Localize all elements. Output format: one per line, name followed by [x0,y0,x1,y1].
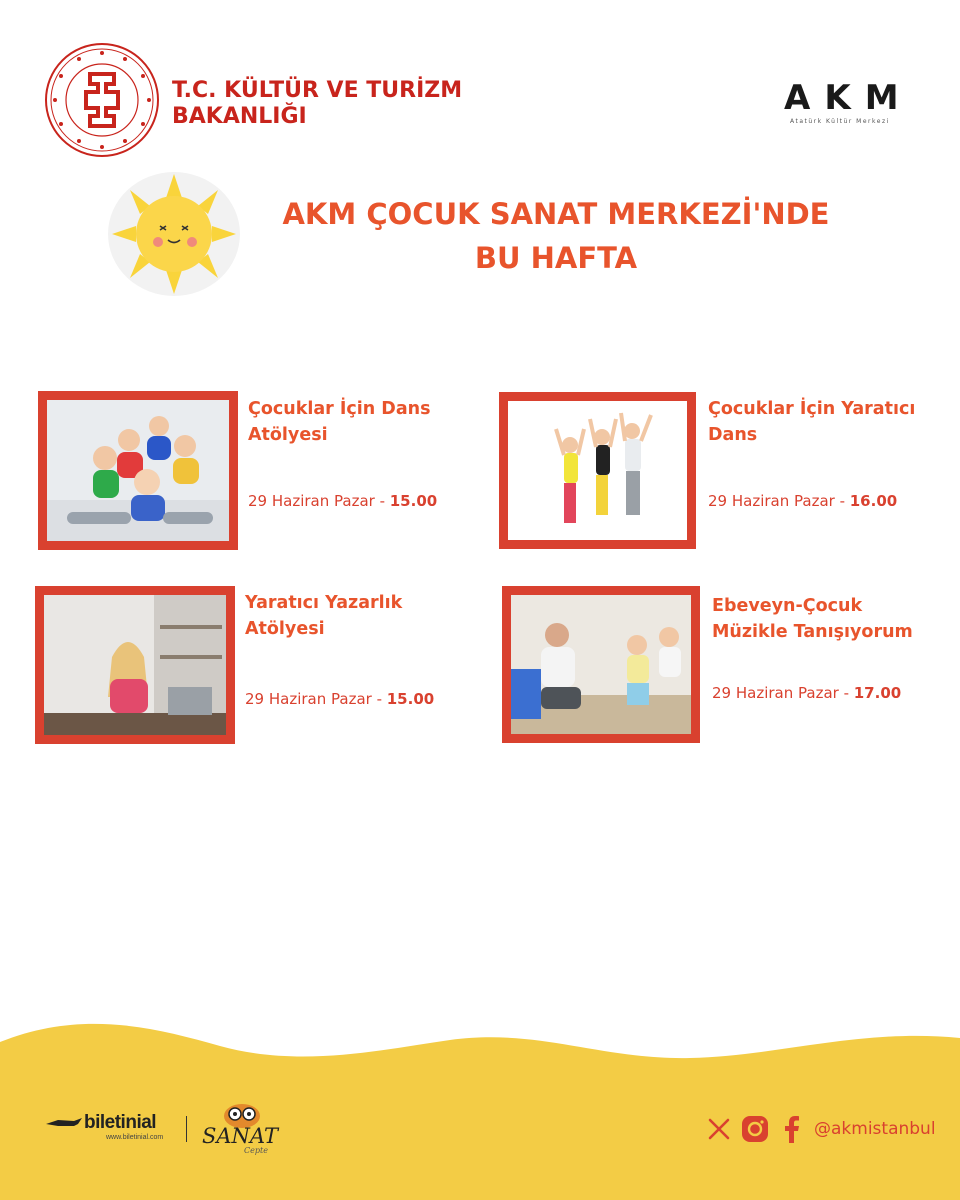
sanat-wordmark: SANAT [202,1124,278,1148]
event-date [708,492,897,510]
event-title-line2: Müzikle Tanışıyorum [712,622,913,642]
event-title-line2: Dans [708,425,758,445]
event-title [248,396,431,448]
event-title-line2: Atölyesi [248,425,328,445]
headline [236,192,876,280]
akm-letter-k: K [824,78,853,118]
facebook-icon[interactable] [776,1114,806,1144]
biletinial-logo[interactable] [44,1112,164,1141]
event-photo-creative-dance [499,392,696,549]
sun-illustration [104,168,244,298]
event-date-day: 29 Haziran Pazar - [245,690,387,708]
event-title-line1: Çocuklar İçin Yaratıcı [708,399,916,419]
event-title-line1: Yaratıcı Yazarlık [245,593,403,613]
event-photo-dance-workshop [38,391,238,550]
social-handle[interactable]: @akmistanbul [814,1119,936,1139]
event-date-day: 29 Haziran Pazar - [248,492,390,510]
event-title [708,396,915,448]
event-date [712,684,901,702]
footer-divider [186,1116,187,1142]
event-title [712,593,913,645]
ministry-name [172,78,462,130]
sanat-sub: Cepte [244,1146,268,1155]
ministry-name-line2: BAKANLIĞI [172,104,307,129]
event-title-line1: Ebeveyn-Çocuk [712,596,863,616]
event-time: 15.00 [389,492,438,510]
biletinial-wordmark: biletinial [84,1112,157,1133]
biletinial-url: www.biletinial.com [106,1134,164,1141]
event-time: 17.00 [853,684,902,702]
akm-logo [784,80,924,132]
ministry-seal-logo [44,42,160,158]
headline-line1: AKM ÇOCUK SANAT MERKEZİ'NDE [282,197,830,231]
event-title [245,590,402,642]
akm-letter-m: M [864,78,901,118]
event-date-day: 29 Haziran Pazar - [712,684,854,702]
social-links [704,1114,936,1144]
event-photo-parent-child-music [502,586,700,743]
event-date-day: 29 Haziran Pazar - [708,492,850,510]
event-date [245,690,434,708]
akm-letter-a: A [784,78,813,118]
x-icon[interactable] [704,1114,734,1144]
event-title-line1: Çocuklar İçin Dans [248,399,431,419]
plane-icon [44,1115,84,1131]
instagram-icon[interactable] [740,1114,770,1144]
ministry-name-line1: T.C. KÜLTÜR VE TURİZM [172,78,463,103]
event-date [248,492,437,510]
event-time: 15.00 [386,690,435,708]
event-time: 16.00 [849,492,898,510]
footer-wave [0,1020,960,1200]
sanat-cepte-logo[interactable] [200,1098,280,1162]
event-photo-creative-writing [35,586,235,744]
headline-line2: BU HAFTA [474,241,638,275]
akm-subtitle: Atatürk Kültür Merkezi [790,118,890,125]
event-title-line2: Atölyesi [245,619,325,639]
